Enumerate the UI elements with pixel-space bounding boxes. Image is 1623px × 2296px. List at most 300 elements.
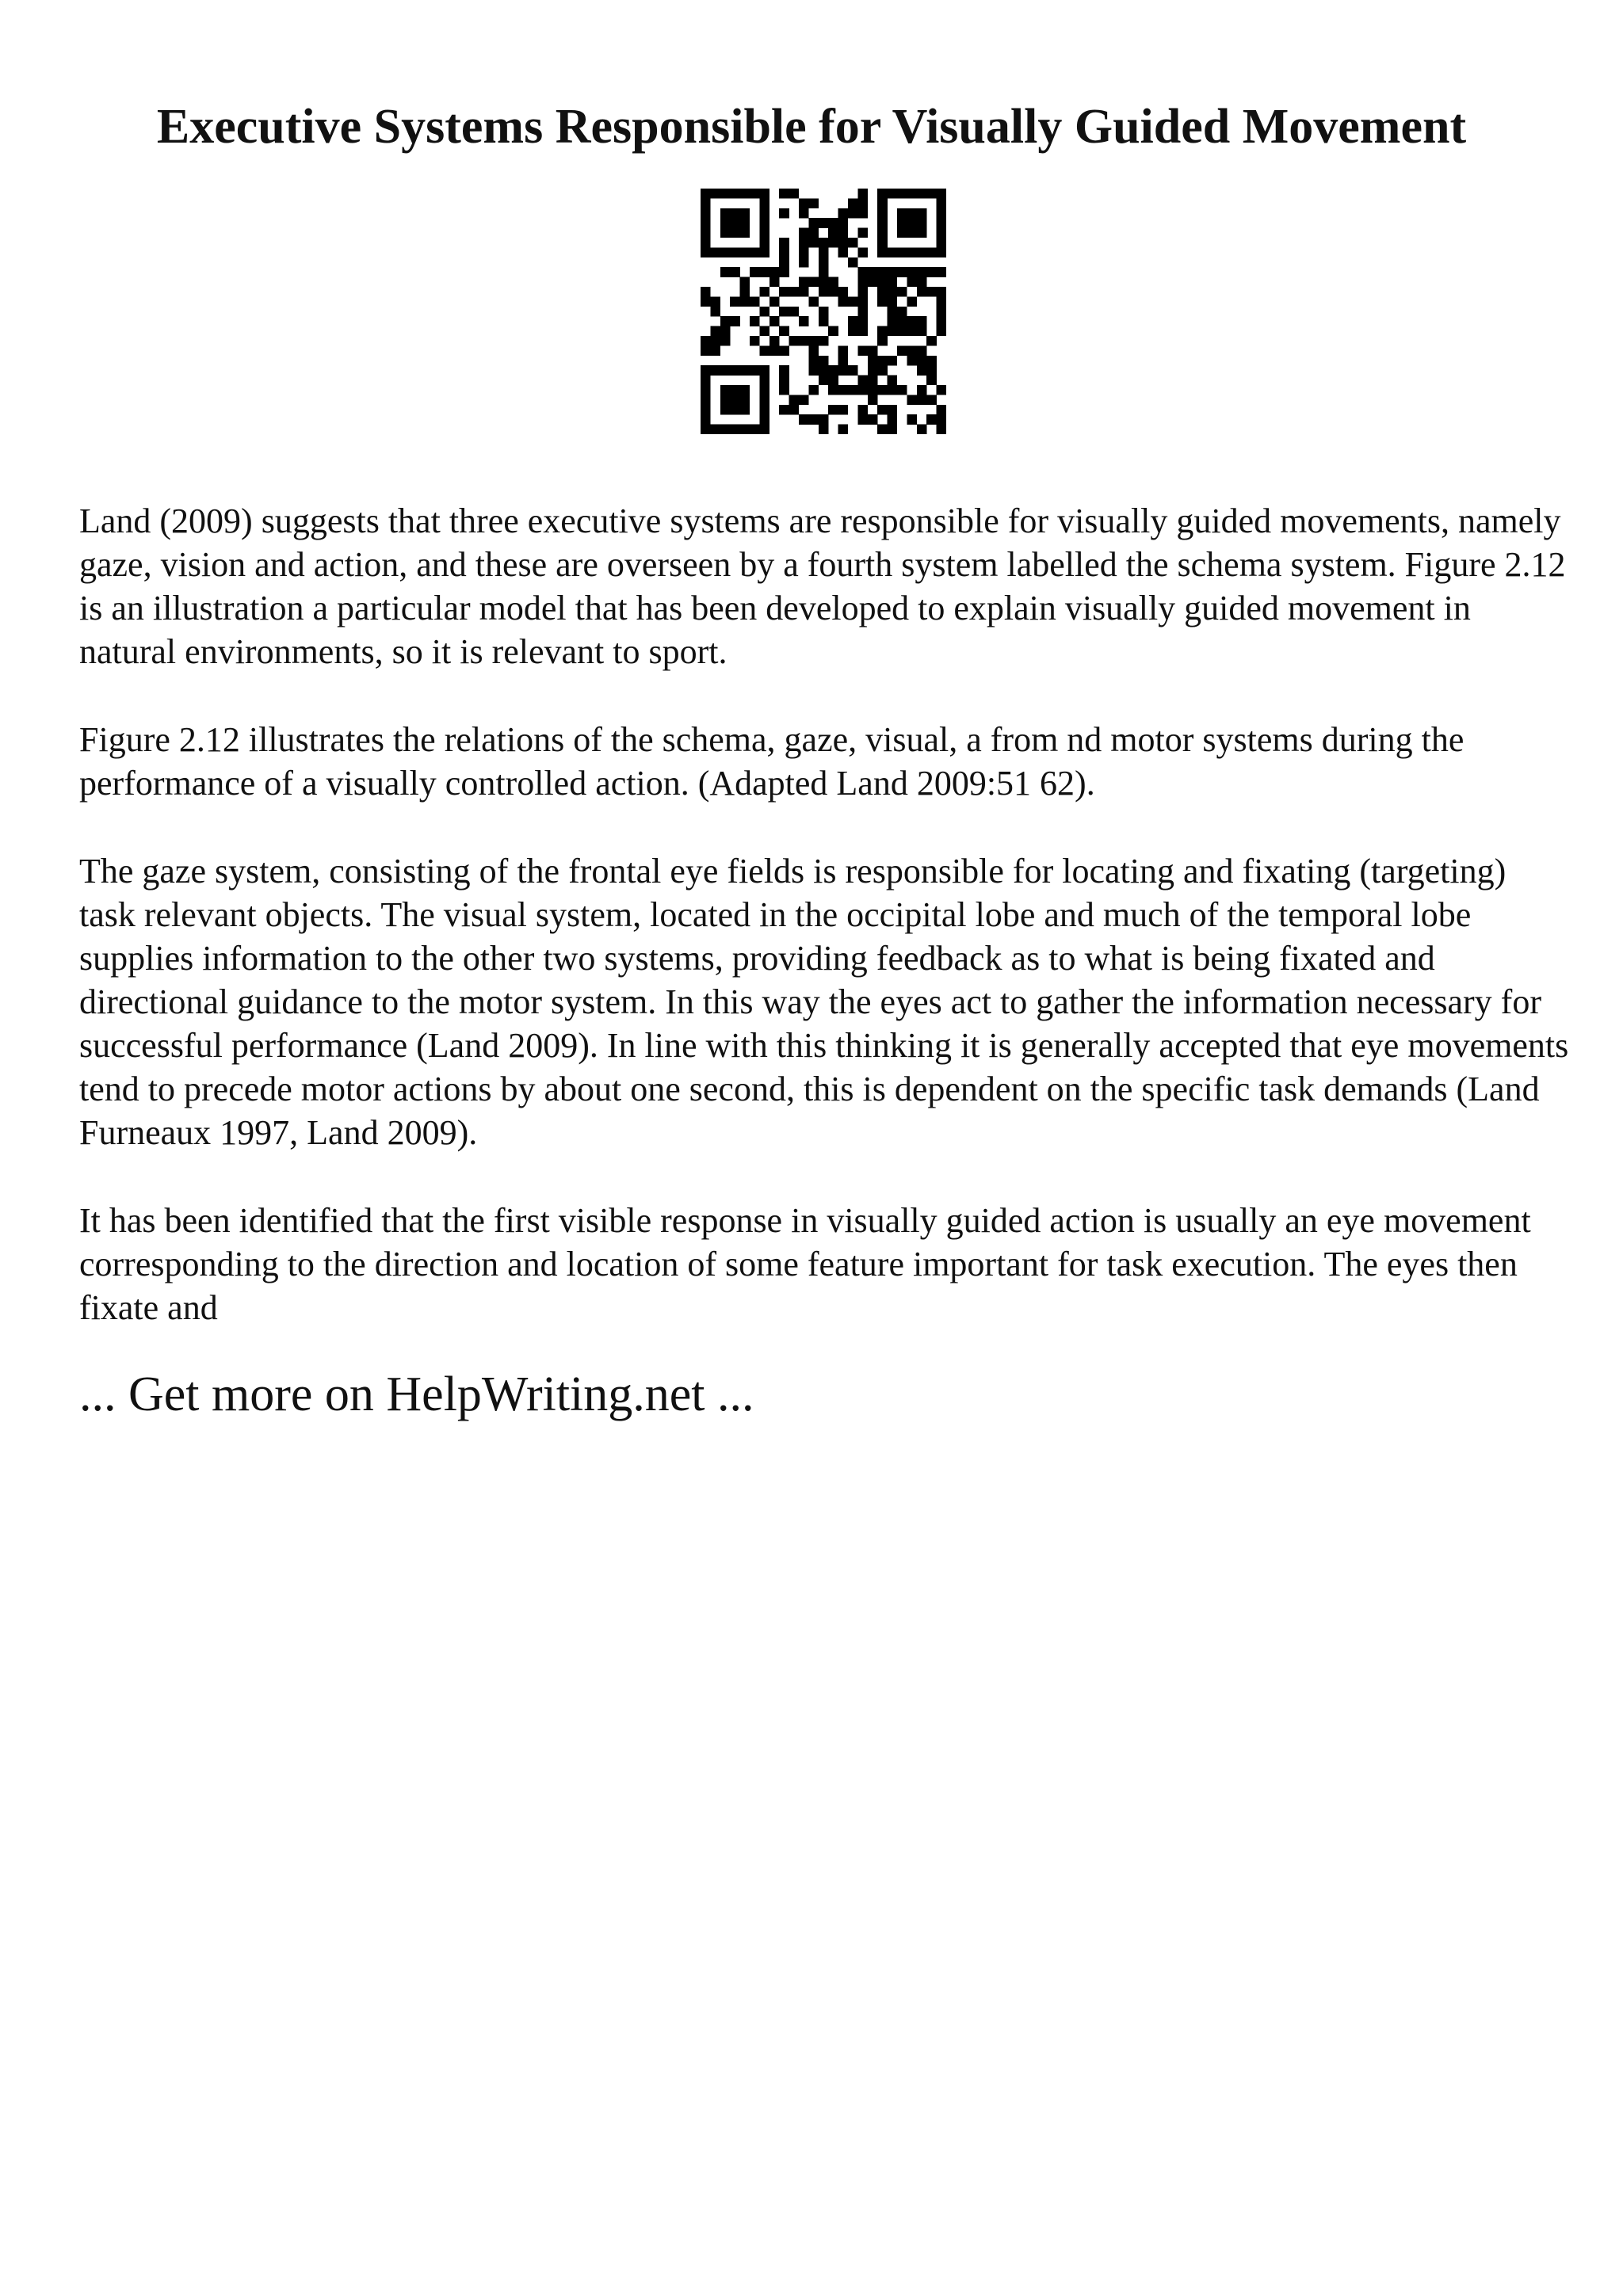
qr-module	[808, 238, 819, 248]
qr-module	[857, 247, 868, 257]
qr-module	[730, 208, 740, 219]
qr-module	[808, 336, 819, 346]
qr-module	[937, 385, 946, 395]
qr-module	[838, 287, 849, 297]
qr-module	[848, 198, 858, 208]
qr-module	[897, 247, 907, 257]
qr-module	[720, 385, 731, 395]
qr-module	[759, 287, 769, 297]
paragraph-1: Land (2009) suggests that three executive systems are responsible for visually guided movements, namely gaze, vision and action, and these are overseen by a fourth system labelled the schema system. Figure 2.12 is an illustration a particular model that has been developed to explain visually guided movement in natural environments, so it is relevant to sport.	[79, 502, 1566, 671]
qr-module	[897, 385, 907, 395]
qr-module	[926, 356, 937, 366]
qr-module	[868, 376, 878, 386]
qr-module	[730, 189, 740, 199]
qr-module	[701, 365, 711, 376]
qr-module	[799, 277, 809, 288]
qr-module	[750, 336, 760, 346]
qr-module	[888, 326, 898, 337]
qr-module	[907, 414, 917, 425]
qr-module	[759, 189, 769, 199]
qr-module	[838, 218, 849, 228]
qr-module	[759, 247, 769, 257]
qr-module	[819, 277, 829, 288]
qr-module	[828, 365, 838, 376]
qr-module	[740, 208, 750, 219]
qr-module	[759, 365, 769, 376]
qr-module	[789, 395, 800, 405]
qr-module	[828, 218, 838, 228]
qr-module	[750, 425, 760, 434]
qr-module	[769, 296, 780, 307]
get-more-link[interactable]: ... Get more on HelpWriting.net ...	[79, 1367, 754, 1421]
qr-module	[917, 425, 927, 434]
qr-module	[848, 385, 858, 395]
qr-module	[808, 345, 819, 356]
qr-module	[937, 287, 946, 297]
qr-module	[926, 395, 937, 405]
qr-module	[759, 385, 769, 395]
qr-module	[720, 218, 731, 228]
qr-module	[701, 287, 711, 297]
qr-module	[937, 414, 946, 425]
qr-module	[808, 228, 819, 238]
qr-module	[907, 228, 917, 238]
qr-module	[769, 316, 780, 326]
qr-module	[917, 395, 927, 405]
qr-code-icon[interactable]	[701, 189, 946, 434]
qr-module	[828, 277, 838, 288]
qr-module	[769, 277, 780, 288]
qr-module	[819, 425, 829, 434]
qr-module	[701, 218, 711, 228]
qr-module	[848, 208, 858, 219]
qr-module	[877, 189, 888, 199]
qr-module	[888, 287, 898, 297]
qr-module	[838, 208, 849, 219]
paragraph-3: The gaze system, consisting of the frontal eye fields is responsible for locating and fixating (targeting) task relevant objects. The visual system, located in the occipital lobe and much of the temporal lobe supplies information to the other two systems, providing feedback as to what is being fixated and directional guidance to the motor system. In this way the eyes act to gather the information necessary for successful performance (Land 2009). In line with this thinking it is generally accepted that eye movements tend to precede motor actions by about one second, this is dependent on the specific task demands (Land Furneaux 1997, Land 2009).	[79, 852, 1569, 1152]
qr-module	[740, 287, 750, 297]
qr-module	[720, 326, 731, 337]
qr-module	[710, 345, 720, 356]
qr-module	[937, 405, 946, 415]
qr-module	[779, 365, 789, 376]
qr-module	[799, 208, 809, 219]
qr-module	[877, 208, 888, 219]
qr-module	[888, 247, 898, 257]
qr-module	[897, 307, 907, 317]
qr-module	[937, 198, 946, 208]
qr-module	[759, 395, 769, 405]
qr-module	[937, 316, 946, 326]
qr-module	[799, 247, 809, 257]
qr-module	[828, 228, 838, 238]
qr-module	[819, 336, 829, 346]
qr-module	[877, 336, 888, 346]
qr-module	[907, 395, 917, 405]
qr-module	[740, 189, 750, 199]
qr-module	[710, 307, 720, 317]
qr-module	[710, 365, 720, 376]
qr-module	[907, 326, 917, 337]
qr-module	[701, 208, 711, 219]
qr-module	[701, 228, 711, 238]
qr-module	[828, 385, 838, 395]
qr-module	[877, 198, 888, 208]
qr-module	[701, 395, 711, 405]
qr-module	[808, 414, 819, 425]
qr-module	[819, 267, 829, 277]
qr-module	[888, 414, 898, 425]
qr-module	[799, 395, 809, 405]
qr-module	[877, 267, 888, 277]
qr-module	[720, 395, 731, 405]
qr-module	[888, 267, 898, 277]
qr-module	[808, 198, 819, 208]
qr-module	[828, 287, 838, 297]
qr-module	[759, 345, 769, 356]
qr-module	[710, 189, 720, 199]
qr-module	[720, 365, 731, 376]
qr-module	[789, 189, 800, 199]
qr-module	[808, 365, 819, 376]
qr-module	[877, 425, 888, 434]
qr-module	[857, 376, 868, 386]
qr-module	[779, 257, 789, 268]
qr-module	[720, 208, 731, 219]
qr-module	[857, 316, 868, 326]
qr-module	[888, 425, 898, 434]
qr-module	[868, 267, 878, 277]
qr-module	[759, 376, 769, 386]
qr-module	[907, 296, 917, 307]
qr-module	[907, 267, 917, 277]
qr-module	[937, 208, 946, 219]
qr-module	[917, 356, 927, 366]
qr-module	[819, 307, 829, 317]
qr-module	[808, 277, 819, 288]
qr-module	[819, 218, 829, 228]
qr-module	[779, 345, 789, 356]
qr-module	[701, 238, 711, 248]
qr-module	[897, 267, 907, 277]
qr-module	[857, 326, 868, 337]
qr-module	[799, 257, 809, 268]
qr-module	[789, 307, 800, 317]
qr-module	[877, 405, 888, 415]
qr-module	[917, 277, 927, 288]
qr-module	[907, 189, 917, 199]
qr-module	[926, 189, 937, 199]
qr-module	[917, 316, 927, 326]
qr-module	[789, 405, 800, 415]
qr-module	[838, 425, 849, 434]
qr-module	[937, 238, 946, 248]
qr-module	[838, 345, 849, 356]
qr-module	[710, 326, 720, 337]
qr-module	[888, 385, 898, 395]
qr-module	[907, 218, 917, 228]
qr-module	[808, 218, 819, 228]
qr-module	[848, 365, 858, 376]
paragraph-4: It has been identified that the first visible response in visually guided action is usually an eye movement corresponding to the direction and location of some feature important for task execution. The eyes then fixate and	[79, 1201, 1531, 1327]
qr-module	[730, 385, 740, 395]
article-body	[79, 499, 1569, 1374]
qr-module	[838, 365, 849, 376]
qr-module	[857, 345, 868, 356]
qr-module	[868, 277, 878, 288]
qr-module	[740, 405, 750, 415]
qr-module	[917, 218, 927, 228]
qr-module	[779, 376, 789, 386]
paragraph-2: Figure 2.12 illustrates the relations of the schema, gaze, visual, a from nd motor systems during the performance of a visually controlled action. (Adapted Land 2009:51 62).	[79, 720, 1465, 803]
qr-module	[779, 247, 789, 257]
qr-module	[937, 189, 946, 199]
qr-module	[857, 267, 868, 277]
qr-module	[926, 267, 937, 277]
qr-module	[877, 296, 888, 307]
qr-module	[926, 365, 937, 376]
qr-module	[740, 365, 750, 376]
qr-module	[808, 356, 819, 366]
qr-module	[759, 228, 769, 238]
qr-module	[819, 238, 829, 248]
qr-module	[819, 356, 829, 366]
qr-module	[907, 277, 917, 288]
qr-module	[720, 405, 731, 415]
qr-module	[779, 326, 789, 337]
qr-module	[857, 296, 868, 307]
qr-module	[857, 198, 868, 208]
qr-module	[769, 267, 780, 277]
qr-module	[701, 247, 711, 257]
qr-module	[710, 296, 720, 307]
qr-module	[917, 267, 927, 277]
qr-module	[857, 405, 868, 415]
qr-module	[720, 316, 731, 326]
qr-module	[819, 316, 829, 326]
qr-module	[740, 277, 750, 288]
qr-module	[819, 414, 829, 425]
qr-module	[789, 287, 800, 297]
qr-module	[907, 247, 917, 257]
qr-module	[926, 247, 937, 257]
qr-module	[857, 228, 868, 238]
qr-module	[838, 247, 849, 257]
qr-module	[740, 218, 750, 228]
qr-module	[750, 296, 760, 307]
qr-module	[759, 218, 769, 228]
qr-module	[730, 395, 740, 405]
qr-module	[740, 395, 750, 405]
qr-module	[750, 189, 760, 199]
qr-module	[819, 365, 829, 376]
qr-module	[838, 405, 849, 415]
qr-module	[740, 296, 750, 307]
page-title: Executive Systems Responsible for Visually Guided Movement	[156, 100, 1467, 154]
qr-module	[759, 405, 769, 415]
qr-module	[779, 189, 789, 199]
qr-module	[857, 208, 868, 219]
qr-module	[740, 247, 750, 257]
qr-module	[730, 267, 740, 277]
qr-module	[828, 405, 838, 415]
qr-module	[897, 287, 907, 297]
qr-module	[701, 376, 711, 386]
qr-module	[828, 326, 838, 337]
qr-module	[769, 336, 780, 346]
qr-module	[799, 238, 809, 248]
qr-module	[740, 228, 750, 238]
qr-module	[789, 336, 800, 346]
qr-module	[877, 238, 888, 248]
qr-module	[701, 414, 711, 425]
qr-module	[779, 385, 789, 395]
qr-module	[877, 365, 888, 376]
qr-module	[730, 365, 740, 376]
qr-module	[730, 296, 740, 307]
qr-module	[848, 316, 858, 326]
qr-module	[799, 316, 809, 326]
qr-module	[838, 228, 849, 238]
qr-module	[759, 425, 769, 434]
qr-module	[917, 326, 927, 337]
qr-module	[897, 316, 907, 326]
qr-module	[897, 189, 907, 199]
qr-module	[710, 247, 720, 257]
qr-module	[848, 238, 858, 248]
qr-module	[888, 356, 898, 366]
qr-module	[701, 189, 711, 199]
qr-module	[897, 218, 907, 228]
qr-module	[888, 277, 898, 288]
qr-module	[917, 345, 927, 356]
qr-module	[937, 425, 946, 434]
qr-module	[819, 257, 829, 268]
qr-module	[848, 257, 858, 268]
qr-module	[799, 198, 809, 208]
qr-module	[701, 345, 711, 356]
qr-module	[897, 326, 907, 337]
qr-module	[759, 238, 769, 248]
qr-module	[779, 238, 789, 248]
qr-module	[750, 267, 760, 277]
qr-module	[877, 326, 888, 337]
qr-module	[701, 336, 711, 346]
qr-module	[937, 326, 946, 337]
qr-module	[907, 208, 917, 219]
qr-module	[917, 385, 927, 395]
qr-module	[730, 218, 740, 228]
qr-module	[888, 307, 898, 317]
qr-module	[888, 405, 898, 415]
qr-module	[907, 356, 917, 366]
qr-module	[828, 376, 838, 386]
qr-module	[917, 247, 927, 257]
qr-module	[730, 316, 740, 326]
qr-module	[808, 296, 819, 307]
qr-module	[868, 365, 878, 376]
qr-module	[917, 287, 927, 297]
qr-module	[799, 336, 809, 346]
qr-module	[877, 277, 888, 288]
qr-module	[769, 345, 780, 356]
qr-module	[857, 189, 868, 199]
qr-module	[740, 385, 750, 395]
qr-module	[868, 414, 878, 425]
qr-module	[926, 414, 937, 425]
qr-module	[926, 336, 937, 346]
qr-module	[877, 228, 888, 238]
qr-module	[759, 326, 769, 337]
qr-module	[759, 267, 769, 277]
qr-module	[877, 287, 888, 297]
qr-module	[897, 345, 907, 356]
qr-module	[720, 228, 731, 238]
qr-module	[730, 247, 740, 257]
qr-module	[759, 307, 769, 317]
qr-module	[838, 356, 849, 366]
qr-module	[779, 307, 789, 317]
qr-module	[701, 405, 711, 415]
qr-module	[750, 365, 760, 376]
qr-module	[720, 189, 731, 199]
qr-module	[848, 296, 858, 307]
qr-module	[937, 247, 946, 257]
qr-module	[720, 247, 731, 257]
qr-module	[720, 425, 731, 434]
qr-module	[750, 247, 760, 257]
qr-module	[897, 228, 907, 238]
qr-module	[808, 385, 819, 395]
qr-module	[937, 228, 946, 238]
qr-module	[937, 296, 946, 307]
qr-module	[779, 405, 789, 415]
qr-module	[877, 218, 888, 228]
qr-module	[917, 228, 927, 238]
qr-module	[819, 247, 829, 257]
qr-module	[759, 414, 769, 425]
qr-module	[759, 208, 769, 219]
qr-module	[917, 365, 927, 376]
qr-module	[799, 228, 809, 238]
qr-module	[730, 228, 740, 238]
qr-module	[701, 385, 711, 395]
qr-module	[828, 238, 838, 248]
qr-module	[779, 287, 789, 297]
qr-code-graphic	[701, 189, 946, 434]
qr-module	[819, 376, 829, 386]
qr-module	[868, 395, 878, 405]
qr-module	[937, 267, 946, 277]
qr-module	[779, 267, 789, 277]
qr-module	[857, 307, 868, 317]
qr-module	[877, 356, 888, 366]
qr-module	[868, 345, 878, 356]
qr-module	[877, 247, 888, 257]
qr-module	[907, 316, 917, 326]
qr-module	[779, 208, 789, 219]
qr-module	[917, 189, 927, 199]
qr-module	[759, 198, 769, 208]
qr-module	[799, 287, 809, 297]
qr-module	[907, 345, 917, 356]
qr-module	[888, 376, 898, 386]
qr-module	[868, 356, 878, 366]
qr-module	[857, 414, 868, 425]
qr-module	[730, 425, 740, 434]
qr-module	[848, 326, 858, 337]
qr-module	[838, 296, 849, 307]
